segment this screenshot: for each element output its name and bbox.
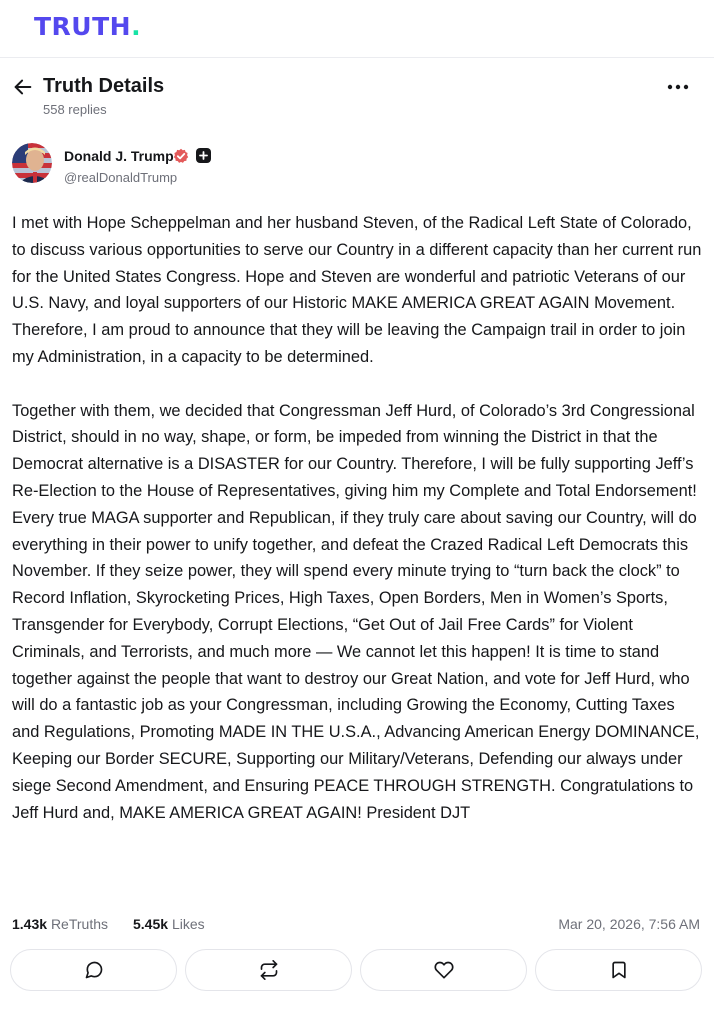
- more-options-button[interactable]: [664, 76, 692, 98]
- author-handle[interactable]: @realDonaldTrump: [64, 170, 178, 185]
- bookmark-icon: [609, 960, 629, 980]
- verified-badge-icon: [173, 148, 189, 164]
- like-button[interactable]: [360, 949, 527, 991]
- page-title: Truth Details: [43, 75, 165, 97]
- avatar[interactable]: [12, 143, 52, 183]
- likes-count: 5.45k: [133, 916, 169, 932]
- post-paragraph: I met with Hope Scheppelman and her husband Steven, of the Radical Left State of Colorado, to discuss various opportunities to serve our Country in a different capacity than her current run for the United States Congress. Hope and Steven are wonderful and patriotic Veterans of our U.S. Navy, and loyal supporters of our Historic MAKE AMERICA GREAT AGAIN Movement. Therefore, I am proud to announce that they will be leaving the Campaign trail in order to join my Administration, in a capacity to be determined.: [12, 214, 702, 366]
- truth-logo[interactable]: [34, 12, 141, 41]
- heart-icon: [434, 960, 454, 980]
- bookmark-button[interactable]: [535, 949, 702, 991]
- back-button[interactable]: [12, 76, 34, 98]
- reply-count: 558 replies: [43, 102, 107, 117]
- post-author: [12, 143, 612, 187]
- action-bar: [10, 949, 702, 991]
- retruths-label: ReTruths: [50, 916, 108, 932]
- post-paragraph: Together with them, we decided that Congressman Jeff Hurd, of Colorado’s 3rd Congressional District, should in no way, shape, or form, be impeded from winning the District in that the Democrat alternative is a DISASTER for our Country. Therefore, I will be fully supporting Jeff’s Re-Election to the House of Representatives, giving him my Complete and Total Endorsement! Every true MAGA supporter and Republican, if they truly care about saving our Country, will do everything in their power to unify together, and defeat the Crazed Radical Left Democrats this November. If they seize power, they will spend every minute trying to “turn back the clock” to Record Inflation, Skyrocketing Prices, High Taxes, Open Borders, Men in Women’s Sports, Transgender for Everybody, Corrupt Elections, “Get Out of Jail Free Cards” for Violent Criminals, and Terrorists, and much more — We cannot let this happen! It is time to stand together against the people that want to destroy our Great Nation, and vote for Jeff Hurd, who will do a fantastic job as your Congressman, including Growing the Economy, Cutting Taxes and Regulations, Promoting MADE IN THE U.S.A., Advancing American Energy DOMINANCE, Keeping our Border SECURE, Supporting our Military/Veterans, Defending our always under siege Second Amendment, and Ensuring PEACE THROUGH STRENGTH. Congratulations to Jeff Hurd and, MAKE AMERICA GREAT AGAIN! President DJT: [12, 401, 700, 822]
- more-horizontal-icon: [664, 76, 692, 98]
- author-name[interactable]: Donald J. Trump: [64, 148, 174, 164]
- comment-icon: [84, 960, 104, 980]
- plus-badge-icon: [196, 148, 211, 163]
- reply-button[interactable]: [10, 949, 177, 991]
- likes-stat[interactable]: [133, 916, 205, 932]
- page-header: [0, 70, 714, 124]
- avatar-image: [12, 143, 52, 183]
- retruths-stat[interactable]: [12, 916, 108, 932]
- post-body: [12, 210, 704, 826]
- retruths-count: 1.43k: [12, 916, 48, 932]
- logo-dot: .: [131, 12, 142, 41]
- arrow-left-icon: [12, 76, 34, 98]
- top-bar: [0, 0, 714, 58]
- logo-text: TRUTH: [34, 12, 132, 41]
- repost-icon: [259, 960, 279, 980]
- post-stats: [12, 914, 702, 936]
- retruth-button[interactable]: [185, 949, 352, 991]
- likes-label: Likes: [171, 916, 205, 932]
- post-timestamp: Mar 20, 2026, 7:56 AM: [558, 916, 700, 932]
